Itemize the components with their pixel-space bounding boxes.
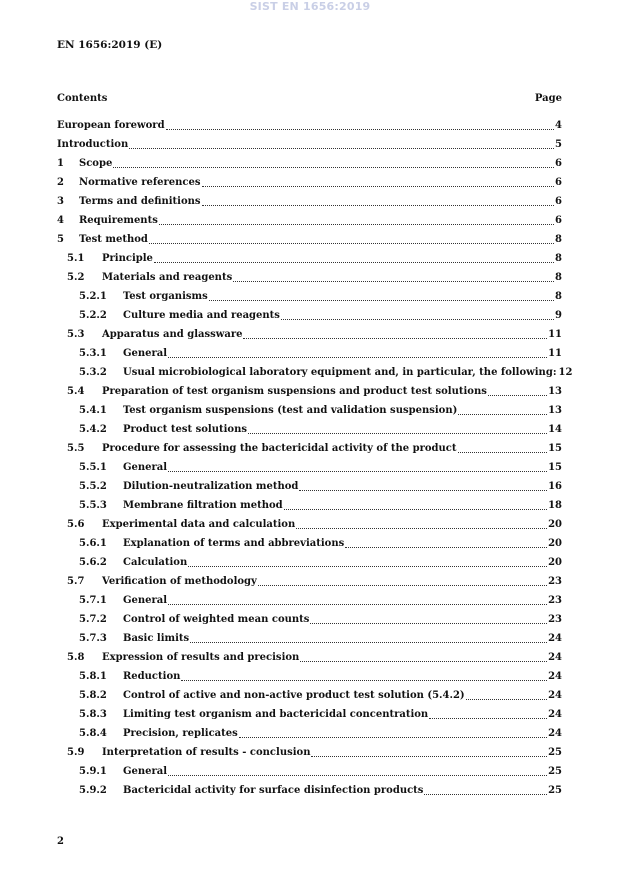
toc-entry-number: 5.7.2 xyxy=(79,614,107,625)
toc-leader-dots xyxy=(233,272,554,282)
toc-entry-number: 5.9.1 xyxy=(79,766,107,777)
toc-leader-dots xyxy=(281,310,554,320)
toc-entry-number: 1 xyxy=(57,158,64,169)
toc-entry-title: Basic limits xyxy=(123,633,190,644)
toc-entry[interactable] xyxy=(57,348,562,367)
toc-leader-dots xyxy=(202,196,555,206)
toc-entry-title: Test method xyxy=(79,234,148,245)
toc-entry[interactable] xyxy=(57,177,562,196)
toc-entry-page: 6 xyxy=(555,177,562,188)
toc-entry-title: Usual microbiological laboratory equipment and, in particular, the following: xyxy=(123,367,557,378)
toc-entry-page: 8 xyxy=(555,234,562,245)
toc-entry-title: Test organisms xyxy=(123,291,208,302)
toc-leader-dots xyxy=(345,538,547,548)
toc-entry-title: Reduction xyxy=(123,671,181,682)
toc-entry[interactable] xyxy=(57,272,562,291)
toc-entry-number: 5.1 xyxy=(67,253,85,264)
toc-leader-dots xyxy=(149,234,554,244)
toc-entry[interactable] xyxy=(57,538,562,557)
toc-leader-dots xyxy=(166,120,554,130)
toc-entry-title: Control of active and non-active product test solution (5.4.2) xyxy=(123,690,465,701)
toc-leader-dots xyxy=(159,215,554,225)
toc-entry-number: 5.4 xyxy=(67,386,85,397)
toc-entry-number: 5.8.3 xyxy=(79,709,107,720)
toc-entry-page: 23 xyxy=(548,576,562,587)
toc-entry-number: 5.2.1 xyxy=(79,291,107,302)
toc-entry[interactable] xyxy=(57,139,562,158)
toc-leader-dots xyxy=(458,405,547,415)
toc-entry-page: 24 xyxy=(548,709,562,720)
toc-entry-page: 8 xyxy=(555,253,562,264)
toc-entry-page: 24 xyxy=(548,690,562,701)
toc-leader-dots xyxy=(488,386,547,396)
toc-leader-dots xyxy=(202,177,555,187)
toc-entry[interactable] xyxy=(57,291,562,310)
toc-entry[interactable] xyxy=(57,234,562,253)
toc-entry-number: 5.6.2 xyxy=(79,557,107,568)
toc-entry[interactable] xyxy=(57,253,562,272)
toc-entry-page: 20 xyxy=(548,557,562,568)
toc-entry[interactable] xyxy=(57,481,562,500)
toc-entry-page: 24 xyxy=(548,728,562,739)
toc-entry[interactable] xyxy=(57,709,562,728)
toc-leader-dots xyxy=(466,690,547,700)
toc-entry-number: 2 xyxy=(57,177,64,188)
toc-leader-dots xyxy=(181,671,547,681)
toc-leader-dots xyxy=(424,785,547,795)
toc-entry-title: Explanation of terms and abbreviations xyxy=(123,538,345,549)
toc-leader-dots xyxy=(258,576,547,586)
toc-entry-page: 20 xyxy=(548,538,562,549)
toc-entry[interactable] xyxy=(57,747,562,766)
toc-leader-dots xyxy=(129,139,554,149)
toc-entry-page: 23 xyxy=(548,614,562,625)
toc-entry[interactable] xyxy=(57,519,562,538)
toc-entry-page: 6 xyxy=(555,196,562,207)
toc-entry-title: Apparatus and glassware xyxy=(102,329,243,340)
toc-entry[interactable] xyxy=(57,595,562,614)
toc-entry[interactable] xyxy=(57,633,562,652)
toc-entry-number: 5.4.1 xyxy=(79,405,107,416)
toc-entry-title: Interpretation of results - conclusion xyxy=(102,747,311,758)
toc-entry-number: 5.3.2 xyxy=(79,367,107,378)
toc-entry-page: 13 xyxy=(548,405,562,416)
toc-entry-number: 5.7.1 xyxy=(79,595,107,606)
toc-entry-title: Test organism suspensions (test and validation suspension) xyxy=(123,405,458,416)
toc-entry-number: 5.2.2 xyxy=(79,310,107,321)
toc-entry-number: 3 xyxy=(57,196,64,207)
toc-entry-number: 5.8.2 xyxy=(79,690,107,701)
toc-entry-title: Scope xyxy=(79,158,113,169)
table-of-contents xyxy=(57,120,573,804)
toc-entry[interactable] xyxy=(57,690,562,709)
toc-leader-dots xyxy=(300,652,547,662)
toc-leader-dots xyxy=(310,614,547,624)
toc-entry-title: Verification of methodology xyxy=(102,576,257,587)
contents-title: Contents xyxy=(57,93,108,104)
toc-entry-number: 5.3.1 xyxy=(79,348,107,359)
toc-leader-dots xyxy=(458,443,548,453)
toc-leader-dots xyxy=(113,158,554,168)
toc-entry-page: 24 xyxy=(548,671,562,682)
toc-entry-page: 14 xyxy=(548,424,562,435)
toc-entry[interactable] xyxy=(57,500,562,519)
toc-entry[interactable] xyxy=(57,728,562,747)
toc-entry-title: Limiting test organism and bactericidal concentration xyxy=(123,709,429,720)
toc-entry[interactable] xyxy=(57,576,562,595)
toc-entry-page: 15 xyxy=(548,443,562,454)
toc-entry-number: 5.9 xyxy=(67,747,85,758)
toc-entry-title: Product test solutions xyxy=(123,424,247,435)
toc-entry-page: 25 xyxy=(548,766,562,777)
toc-entry-title: Preparation of test organism suspensions and product test solutions xyxy=(102,386,487,397)
document-id: EN 1656:2019 (E) xyxy=(57,39,163,51)
toc-entry-number: 5.7 xyxy=(67,576,85,587)
toc-entry[interactable] xyxy=(57,405,562,424)
toc-entry-title: Bactericidal activity for surface disinfection products xyxy=(123,785,424,796)
toc-entry-page: 8 xyxy=(555,291,562,302)
toc-entry-number: 5.2 xyxy=(67,272,85,283)
toc-entry-number: 5.5.2 xyxy=(79,481,107,492)
toc-entry-number: 5.8 xyxy=(67,652,85,663)
toc-entry-page: 18 xyxy=(548,500,562,511)
toc-entry-title: Expression of results and precision xyxy=(102,652,300,663)
toc-entry-page: 15 xyxy=(548,462,562,473)
toc-entry-number: 5.7.3 xyxy=(79,633,107,644)
toc-entry-page: 8 xyxy=(555,272,562,283)
toc-entry[interactable] xyxy=(57,785,562,804)
toc-entry[interactable] xyxy=(57,424,562,443)
toc-leader-dots xyxy=(429,709,547,719)
toc-entry-number: 5.5.1 xyxy=(79,462,107,473)
toc-entry-title: Precision, replicates xyxy=(123,728,238,739)
toc-entry[interactable] xyxy=(57,652,562,671)
toc-entry[interactable] xyxy=(57,310,562,329)
toc-leader-dots xyxy=(154,253,554,263)
toc-entry-title: Membrane filtration method xyxy=(123,500,283,511)
toc-entry-number: 5.8.4 xyxy=(79,728,107,739)
toc-entry-number: 5.5 xyxy=(67,443,85,454)
toc-entry[interactable] xyxy=(57,462,562,481)
toc-entry-title: Materials and reagents xyxy=(102,272,233,283)
toc-entry[interactable] xyxy=(57,766,562,785)
toc-entry-number: 5 xyxy=(57,234,64,245)
watermark: SIST EN 1656:2019 xyxy=(249,0,371,13)
toc-entry-number: 5.6 xyxy=(67,519,85,530)
toc-leader-dots xyxy=(168,348,547,358)
toc-entry-number: 5.9.2 xyxy=(79,785,107,796)
toc-entry-title: Introduction xyxy=(57,139,129,150)
toc-entry-number: 5.6.1 xyxy=(79,538,107,549)
toc-leader-dots xyxy=(168,595,547,605)
toc-entry[interactable] xyxy=(57,614,562,633)
toc-entry[interactable] xyxy=(57,443,562,462)
toc-entry-title: Procedure for assessing the bactericidal activity of the product xyxy=(102,443,457,454)
toc-entry-page: 23 xyxy=(548,595,562,606)
toc-entry[interactable] xyxy=(57,557,562,576)
toc-entry-number: 5.8.1 xyxy=(79,671,107,682)
toc-entry-page: 24 xyxy=(548,652,562,663)
toc-leader-dots xyxy=(284,500,547,510)
toc-leader-dots xyxy=(190,633,547,643)
toc-entry-title: European foreword xyxy=(57,120,165,131)
toc-entry-title: Principle xyxy=(102,253,153,264)
toc-entry-page: 11 xyxy=(548,348,562,359)
toc-leader-dots xyxy=(311,747,547,757)
toc-leader-dots xyxy=(168,462,547,472)
toc-entry-number: 4 xyxy=(57,215,64,226)
toc-entry[interactable] xyxy=(57,215,562,234)
toc-entry-page: 25 xyxy=(548,785,562,796)
toc-entry-page: 9 xyxy=(555,310,562,321)
contents-header xyxy=(57,93,562,104)
toc-entry-page: 5 xyxy=(555,139,562,150)
toc-entry-title: General xyxy=(123,462,168,473)
toc-entry-page: 20 xyxy=(548,519,562,530)
toc-leader-dots xyxy=(168,766,547,776)
toc-entry-title: Normative references xyxy=(79,177,201,188)
toc-entry-number: 5.3 xyxy=(67,329,85,340)
toc-entry[interactable] xyxy=(57,367,573,386)
toc-entry-page: 13 xyxy=(548,386,562,397)
toc-entry-title: General xyxy=(123,595,168,606)
toc-entry-number: 5.4.2 xyxy=(79,424,107,435)
toc-entry-title: Terms and definitions xyxy=(79,196,201,207)
toc-entry-title: General xyxy=(123,766,168,777)
toc-leader-dots xyxy=(209,291,554,301)
toc-entry-title: Dilution-neutralization method xyxy=(123,481,299,492)
toc-entry-page: 24 xyxy=(548,633,562,644)
toc-entry-number: 5.5.3 xyxy=(79,500,107,511)
toc-entry-title: Calculation xyxy=(123,557,188,568)
toc-entry-page: 12 xyxy=(558,367,573,378)
toc-entry-page: 16 xyxy=(548,481,562,492)
toc-leader-dots xyxy=(296,519,547,529)
page-column-label: Page xyxy=(534,93,562,104)
toc-entry[interactable] xyxy=(57,120,562,139)
toc-entry-page: 4 xyxy=(555,120,562,131)
toc-entry-page: 6 xyxy=(555,158,562,169)
toc-entry[interactable] xyxy=(57,196,562,215)
toc-entry[interactable] xyxy=(57,671,562,690)
toc-entry-page: 11 xyxy=(548,329,562,340)
toc-leader-dots xyxy=(239,728,547,738)
toc-entry-title: Requirements xyxy=(79,215,158,226)
toc-leader-dots xyxy=(243,329,547,339)
toc-entry-title: General xyxy=(123,348,168,359)
toc-entry-title: Culture media and reagents xyxy=(123,310,280,321)
toc-leader-dots xyxy=(188,557,547,567)
toc-entry-page: 25 xyxy=(548,747,562,758)
toc-entry-title: Control of weighted mean counts xyxy=(123,614,310,625)
toc-leader-dots xyxy=(248,424,547,434)
page-number: 2 xyxy=(57,836,64,847)
toc-entry[interactable] xyxy=(57,329,562,348)
toc-leader-dots xyxy=(299,481,547,491)
toc-entry-page: 6 xyxy=(555,215,562,226)
toc-entry[interactable] xyxy=(57,386,562,405)
toc-entry-title: Experimental data and calculation xyxy=(102,519,296,530)
toc-entry[interactable] xyxy=(57,158,562,177)
